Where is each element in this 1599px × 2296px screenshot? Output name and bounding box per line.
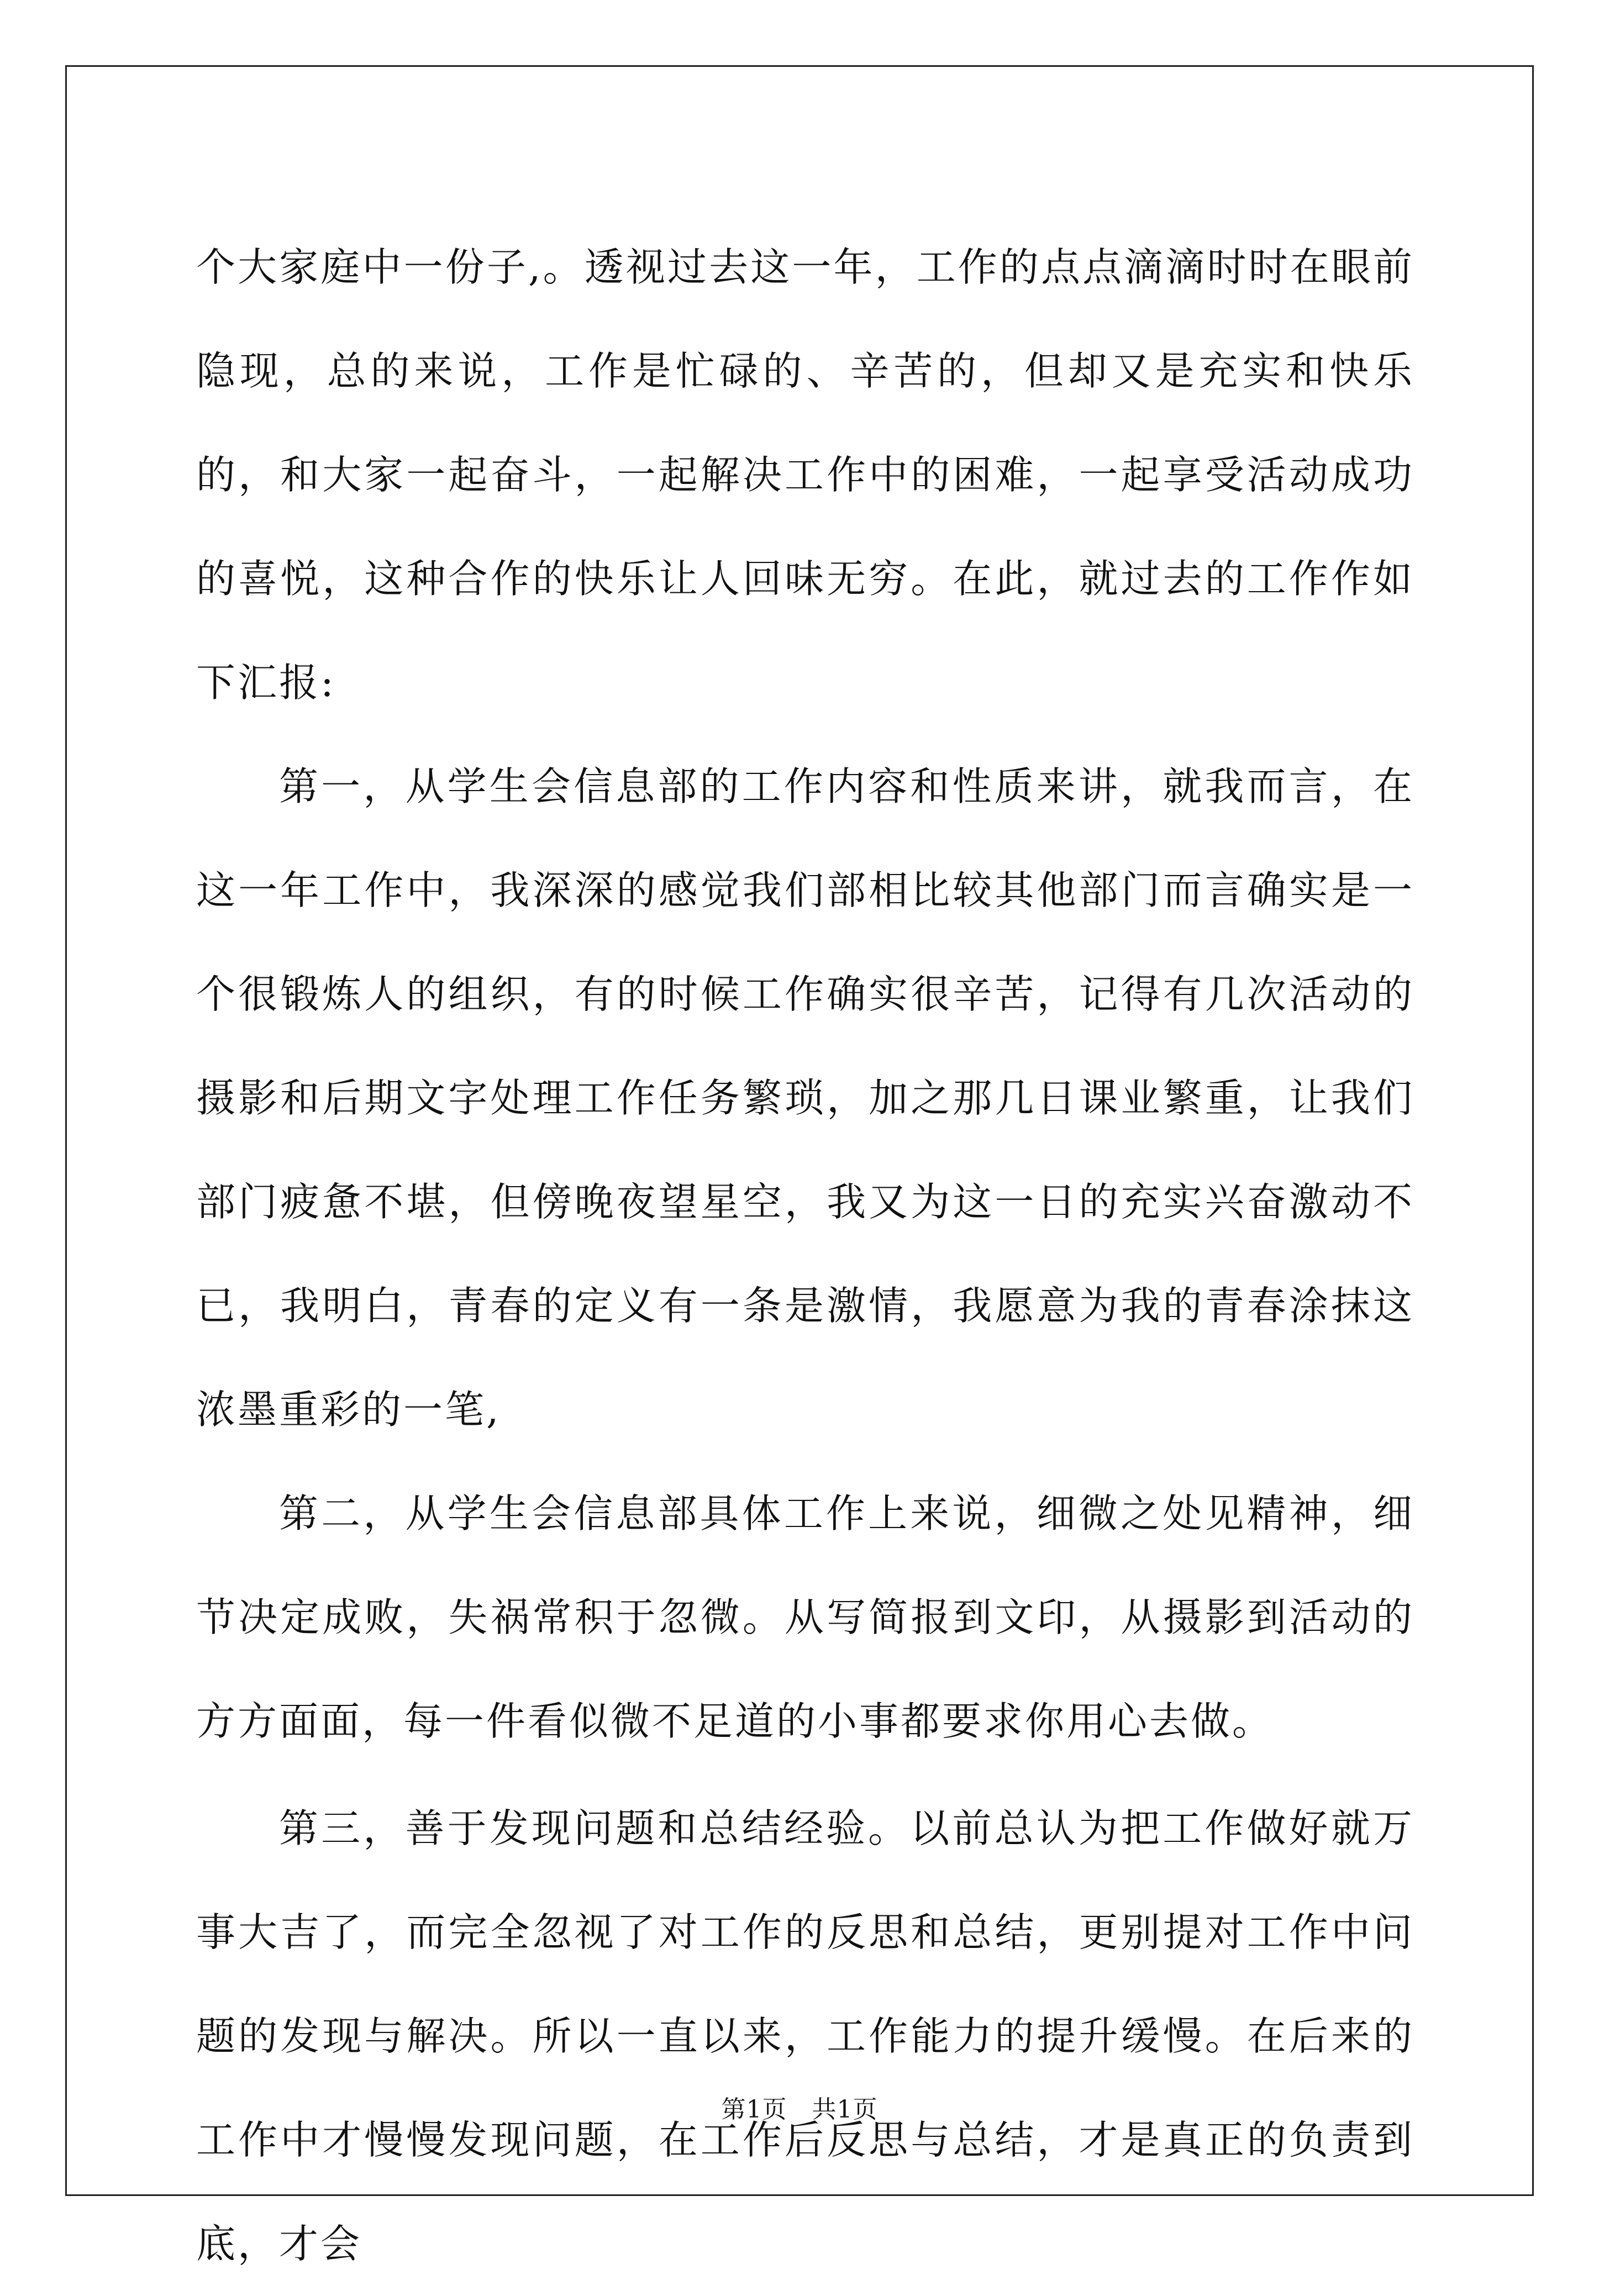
paragraph-4: 第三，善于发现问题和总结经验。以前总认为把工作做好就万事大吉了，而完全忽视了对工作的反思和总结，更别提对工作中问题的发现与解决。所以一直以来，工作能力的提升缓慢。在后来的工作中才慢慢发现问题，在工作后反思与总结，才是真正的负责到底，才会 (196, 1805, 1414, 2267)
paragraph-2: 第一，从学生会信息部的工作内容和性质来讲，就我而言，在这一年工作中，我深深的感觉我们部相比较其他部门而言确实是一个很锻炼人的组织，有的时候工作确实很辛苦，记得有几次活动的摄影和后期文字处理工作任务繁琐，加之那几日课业繁重，让我们部门疲惫不堪，但傍晚夜望星空，我又为这一日的充实兴奋激动不已，我明白，青春的定义有一条是激情，我愿意为我的青春涂抹这浓墨重彩的一笔, (196, 763, 1414, 1433)
document-body (196, 215, 1414, 2296)
paragraph-3: 第二，从学生会信息部具体工作上来说，细微之处见精神，细节决定成败，失祸常积于忽微。从写简报到文印，从摄影到活动的方方面面，每一件看似微不足道的小事都要求你用心去做。 (196, 1491, 1414, 1744)
paragraph-1: 个大家庭中一份子,。透视过去这一年，工作的点点滴滴时时在眼前隐现，总的来说，工作是忙碌的、辛苦的，但却又是充实和快乐的，和大家一起奋斗，一起解决工作中的困难，一起享受活动成功的喜悦，这种合作的快乐让人回味无穷。在此，就过去的工作作如下汇报: (196, 244, 1414, 705)
page-footer: 第1页 共1页 (721, 2095, 878, 2124)
